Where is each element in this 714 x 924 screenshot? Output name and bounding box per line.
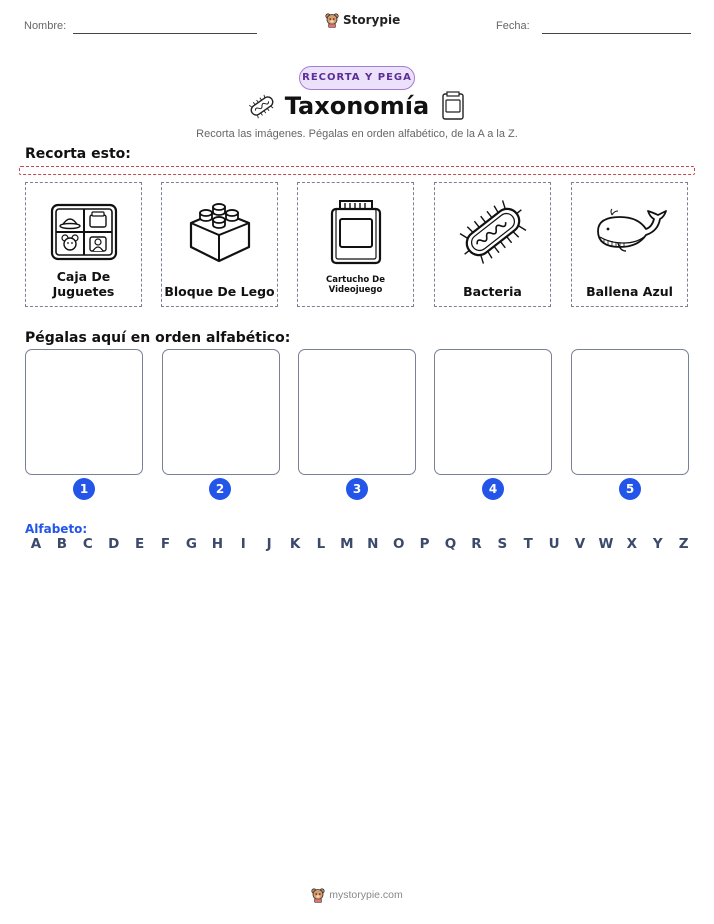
alphabet-letter: S (497, 536, 508, 552)
paste-box-5[interactable] (571, 349, 689, 475)
alphabet-letter: Q (444, 536, 457, 552)
alphabet-letter: K (289, 536, 301, 552)
cut-card-bacteria[interactable] (434, 182, 551, 307)
alphabet-letter: P (419, 536, 430, 552)
bear-mascot-icon (325, 12, 339, 28)
alphabet-letter: A (30, 536, 42, 552)
position-number: 3 (346, 478, 368, 500)
paste-box-3[interactable] (298, 349, 416, 475)
alphabet-letter: N (367, 536, 379, 552)
date-field-line (542, 33, 691, 34)
cut-card-label: Bacteria (463, 284, 522, 299)
toy-box-icon (48, 201, 120, 263)
alphabet-letter: H (211, 536, 223, 552)
cut-card-whale[interactable] (571, 182, 688, 307)
paste-heading: Pégalas aquí en orden alfabético: (25, 330, 291, 346)
alphabet-letter: E (135, 536, 145, 552)
alphabet-letter: V (574, 536, 586, 552)
alphabet-letter: O (392, 536, 405, 552)
position-number: 2 (209, 478, 231, 500)
cut-card-game-cartridge[interactable] (297, 182, 414, 307)
alphabet-letter: G (185, 536, 197, 552)
position-number: 5 (619, 478, 641, 500)
alphabet-label: Alfabeto: (25, 522, 88, 536)
whale-icon (592, 207, 668, 257)
instructions: Recorta las imágenes. Pégalas en orden alfabético, de la A a la Z. (196, 128, 518, 140)
bacteria-icon (455, 196, 531, 268)
position-number: 1 (73, 478, 95, 500)
alphabet-letter: L (316, 536, 326, 552)
cut-card-label: Ballena Azul (586, 284, 673, 299)
alphabet-letter: W (598, 536, 614, 552)
cut-card-label: Bloque De Lego (164, 284, 275, 299)
footer (0, 887, 714, 903)
alphabet-letter: D (108, 536, 120, 552)
alphabet-letter: C (82, 536, 93, 552)
alphabet-letter: T (523, 536, 533, 552)
position-number: 4 (482, 478, 504, 500)
alphabet-letter: Y (652, 536, 663, 552)
bear-mascot-icon (311, 887, 325, 903)
cut-card-toy-box[interactable] (25, 182, 142, 307)
alphabet-letter: X (626, 536, 638, 552)
paste-box-4[interactable] (434, 349, 552, 475)
date-label: Fecha: (496, 20, 530, 32)
cut-line (19, 166, 695, 175)
name-label: Nombre: (24, 20, 67, 32)
alphabet-letter: Z (678, 536, 689, 552)
page-title: Taxonomía (284, 92, 430, 120)
alphabet-letter: B (56, 536, 68, 552)
footer-url: mystorypie.com (329, 889, 403, 901)
alphabet-letter: M (340, 536, 354, 552)
lego-brick-icon (187, 199, 253, 265)
alphabet-letter: F (160, 536, 171, 552)
alphabet-letter: J (266, 536, 272, 552)
cut-card-lego-brick[interactable] (161, 182, 278, 307)
cut-card-label: Caja De Juguetes (52, 269, 115, 299)
activity-badge: RECORTA Y PEGA (299, 66, 415, 90)
alphabet-letter: R (471, 536, 482, 552)
alphabet-row (25, 536, 695, 552)
alphabet-letter: I (240, 536, 246, 552)
brand-logo (325, 12, 400, 28)
alphabet-letter: U (548, 536, 560, 552)
paste-box-2[interactable] (162, 349, 280, 475)
brand-name: Storypie (343, 13, 401, 27)
cut-card-label: Cartucho De Videojuego (326, 275, 385, 295)
cut-heading: Recorta esto: (25, 146, 131, 162)
paste-box-1[interactable] (25, 349, 143, 475)
game-cartridge-icon (326, 197, 386, 267)
game-cartridge-icon (440, 91, 466, 121)
name-field-line (73, 33, 257, 34)
